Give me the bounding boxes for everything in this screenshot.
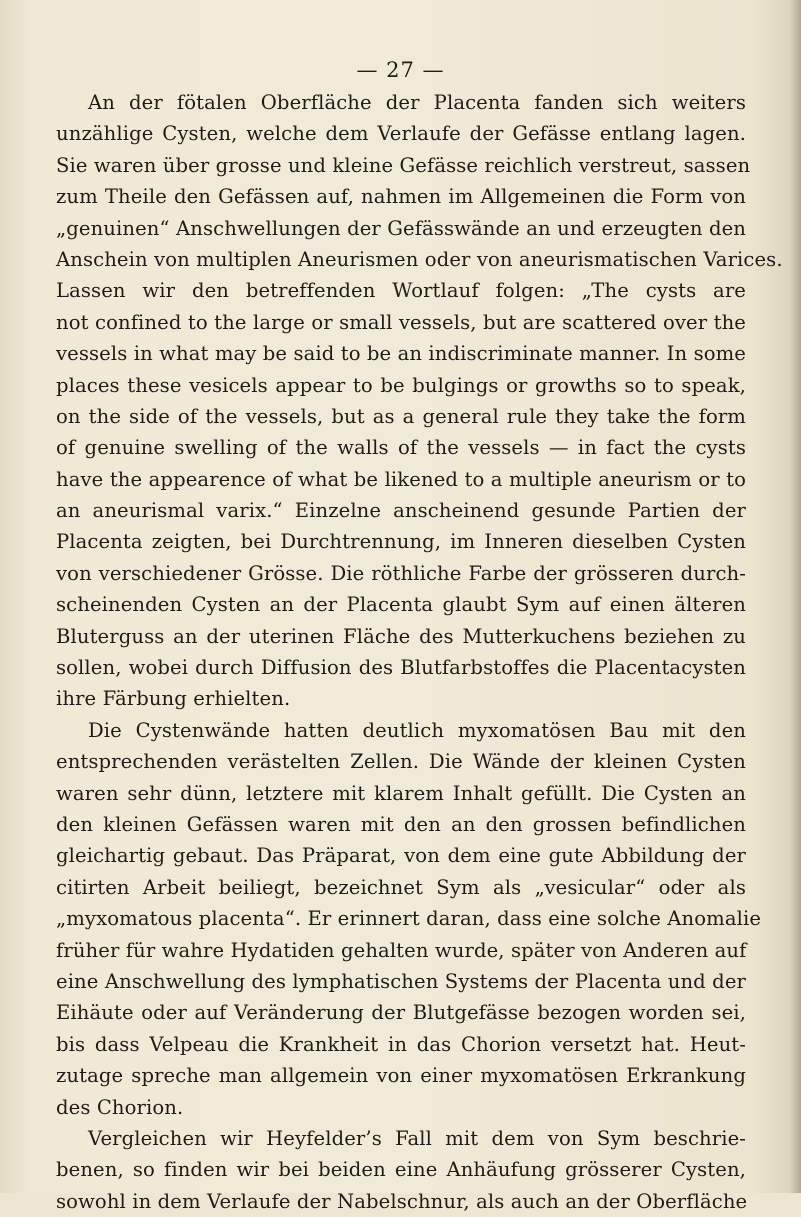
text-line: Die Cystenwände hatten deutlich myxomatösen Bau mit den (88, 718, 746, 742)
text-line: Vergleichen wir Heyfelder’s Fall mit dem von Sym beschrie- (88, 1126, 746, 1150)
body-text (56, 87, 783, 1217)
text-line: zum Theile den Gefässen auf, nahmen im Allgemeinen die Form von (56, 185, 746, 209)
text-line: waren sehr dünn, letztere mit klarem Inhalt gefüllt. Die Cysten an (56, 781, 746, 805)
text-line: sollen, wobei durch Diffusion des Blutfarbstoffes die Placentacysten (56, 656, 746, 680)
page-number: — 27 — (356, 58, 445, 82)
text-line: den kleinen Gefässen waren mit den an den grossen befindlichen (56, 812, 746, 836)
text-line: on the side of the vessels, but as a general rule they take the form (56, 404, 746, 428)
text-line: scheinenden Cysten an der Placenta glaubt Sym auf einen älteren (56, 593, 746, 617)
text-line: früher für wahre Hydatiden gehalten wurde, später von Anderen auf (56, 938, 747, 962)
text-line: vessels in what may be said to be an indiscriminate manner. In some (56, 342, 746, 366)
text-line: des Chorion. (56, 1095, 184, 1119)
text-line: ihre Färbung erhielten. (56, 687, 291, 711)
text-line: „genuinen“ Anschwellungen der Gefässwände an und erzeugten den (56, 216, 746, 240)
text-line: Bluterguss an der uterinen Fläche des Mutterkuchens beziehen zu (56, 624, 746, 648)
text-line: an aneurismal varix.“ Einzelne anscheinend gesunde Partien der (56, 499, 746, 523)
text-line: citirten Arbeit beiliegt, bezeichnet Sym als „vesicular“ oder als (56, 875, 746, 899)
text-line: unzählige Cysten, welche dem Verlaufe der Gefässe entlang lagen. (56, 122, 746, 146)
text-line: places these vesicels appear to be bulgings or growths so to speak, (56, 373, 746, 397)
text-line: gleichartig gebaut. Das Präparat, von dem eine gute Abbildung der (56, 844, 746, 868)
text-line: bis dass Velpeau die Krankheit in das Chorion versetzt hat. Heut- (56, 1032, 746, 1056)
text-line: not confined to the large or small vessels, but are scattered over the (56, 310, 746, 334)
text-line: entsprechenden verästelten Zellen. Die Wände der kleinen Cysten (56, 750, 746, 774)
text-line: „myxomatous placenta“. Er erinnert daran, dass eine solche Anomalie (56, 907, 762, 931)
page-spine-shadow (789, 0, 801, 1193)
text-line: An der fötalen Oberfläche der Placenta fanden sich weiters (88, 91, 746, 114)
text-line: zutage spreche man allgemein von einer myxomatösen Erkrankung (56, 1064, 746, 1088)
text-line: have the appearence of what be likened to a multiple aneurism or to (56, 467, 746, 491)
text-line: Anschein von multiplen Aneurismen oder von aneurismatischen Varices. (56, 247, 783, 271)
text-line: Eihäute oder auf Veränderung der Blutgefässe bezogen worden sei, (56, 1001, 746, 1025)
text-line: of genuine swelling of the walls of the vessels — in fact the cysts (56, 436, 746, 460)
text-line: Lassen wir den betreffenden Wortlauf folgen: „The cysts are (56, 279, 746, 303)
text-line: Placenta zeigten, bei Durchtrennung, im Inneren dieselben Cysten (56, 530, 746, 554)
text-line: Sie waren über grosse und kleine Gefässe reichlich verstreut, sassen (56, 153, 751, 177)
text-line: von verschiedener Grösse. Die röthliche Farbe der grösseren durch- (56, 561, 746, 585)
text-line: benen, so finden wir bei beiden eine Anhäufung grösserer Cysten, (56, 1158, 746, 1182)
text-line: eine Anschwellung des lymphatischen Systems der Placenta und der (56, 969, 746, 993)
text-line: sowohl in dem Verlaufe der Nabelschnur, als auch an der Oberfläche (56, 1189, 748, 1213)
